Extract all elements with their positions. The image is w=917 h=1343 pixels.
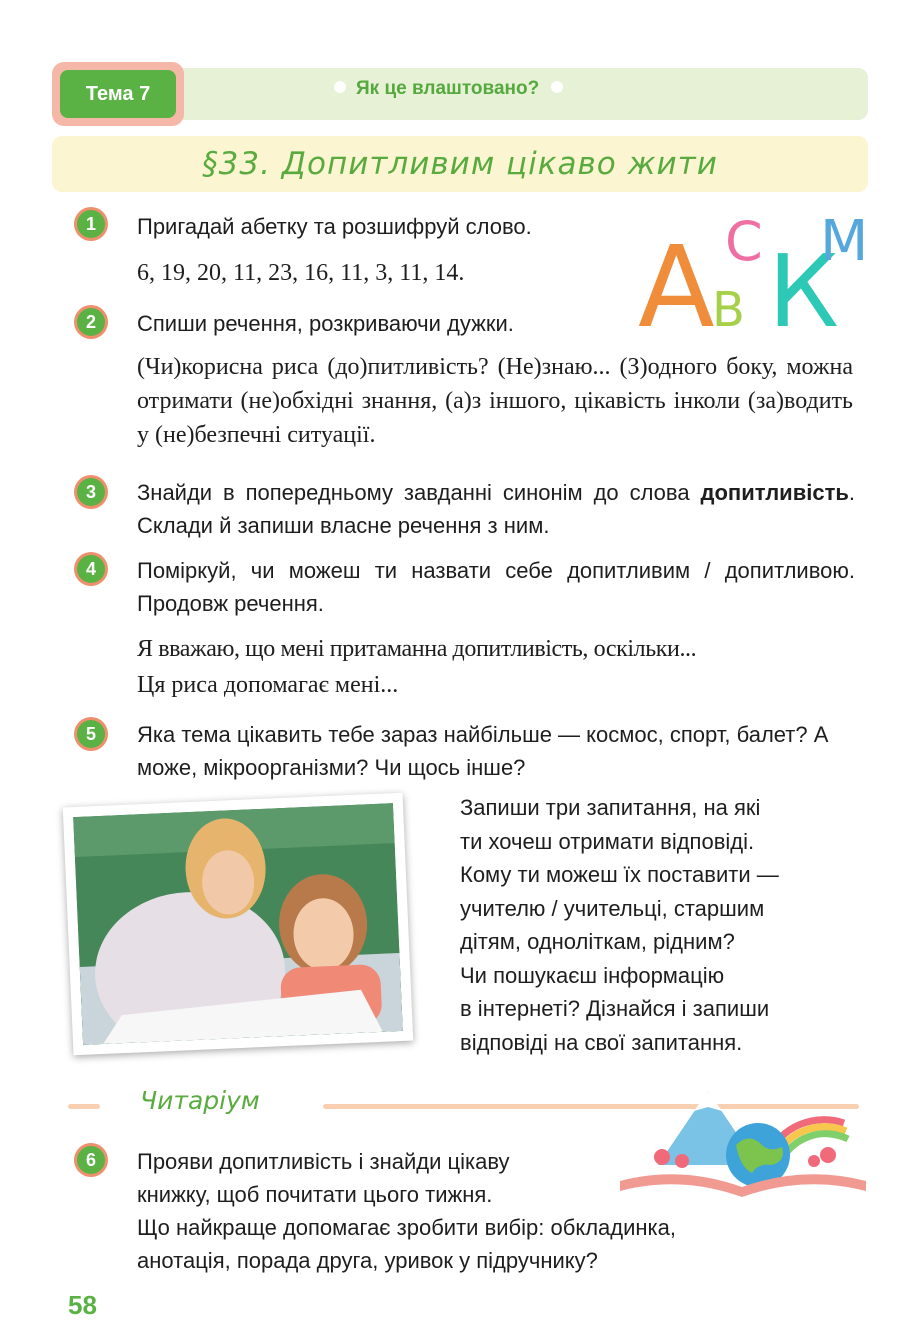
page-number: 58 [68,1290,97,1320]
task-5-side-text: Запиши три запитання, на які ти хочеш отримати відповіді. Кому ти можеш їх поставити — учителю / учительці, старшим дітям, одноліткам, рідним? Чи пошукаєш інформацію в інтернеті? Дізнайся і запиши відповіді на свої запитання. [460,795,779,1055]
photo-image [73,803,403,1045]
task-number-badge: 1 [74,207,108,241]
letter-k: К [768,233,839,338]
letter-s: С [725,210,763,273]
dot-icon [551,81,563,93]
task-4-instruction: Поміркуй, чи можеш ти назвати себе допитливим / допитливою. Продовж речення. [137,558,855,616]
photo-teacher-and-girl [63,793,413,1056]
task-number-badge: 2 [74,305,108,339]
task-5-instruction: Яка тема цікавить тебе зараз найбільше — космос, спорт, балет? А може, мікроорганізми? Чи щось інше? [137,722,829,780]
task-1-instruction: Пригадай абетку та розшифруй слово. [137,214,532,239]
keyword: допитливість [700,480,849,505]
theme-title-text: Як це влаштовано? [356,78,540,99]
theme-title [330,78,630,110]
letter-a: А [638,223,715,338]
reading-section-title: Читаріум [140,1086,260,1115]
dot-icon [334,81,346,93]
section-title: §33. Допитливим цікаво жити [202,146,718,182]
task-2-content: (Чи)корисна риса (до)питливість? (Не)знаю... (З)одного боку, можна отримати (не)обхідні знання, (а)з іншого, цікавість інколи (за)водить у (не)безпечні ситуації. [137,354,853,448]
letter-v: В [712,282,745,338]
task-2-instruction: Спиши речення, розкриваючи дужки. [137,311,514,336]
letter-m: М [820,209,869,274]
task-1-content: 6, 19, 20, 11, 23, 16, 11, 3, 11, 14. [137,260,465,286]
divider-line [68,1104,100,1109]
task-3-instruction: Знайди в попередньому завданні синонім до слова допитливість. Склади й запиши власне речення з ним. [137,480,855,538]
task-6-text: Прояви допитливість і знайди цікаву книжку, щоб почитати цього тижня. Що найкраще допомагає зробити вибір: обкладинка, анотація, порада друга, уривок у підручнику? [137,1149,676,1273]
task-number-badge: 3 [74,475,108,509]
theme-label: Тема 7 [60,70,176,118]
theme-badge [52,62,184,126]
task-4-content-line1: Я вважаю, що мені притаманна допитливість, оскільки... [137,636,697,662]
task-4-content-line2: Ця риса допомагає мені... [137,672,399,698]
task-number-badge: 5 [74,717,108,751]
alphabet-letters-illustration [620,198,880,338]
task-number-badge: 6 [74,1143,108,1177]
task-number-badge: 4 [74,552,108,586]
